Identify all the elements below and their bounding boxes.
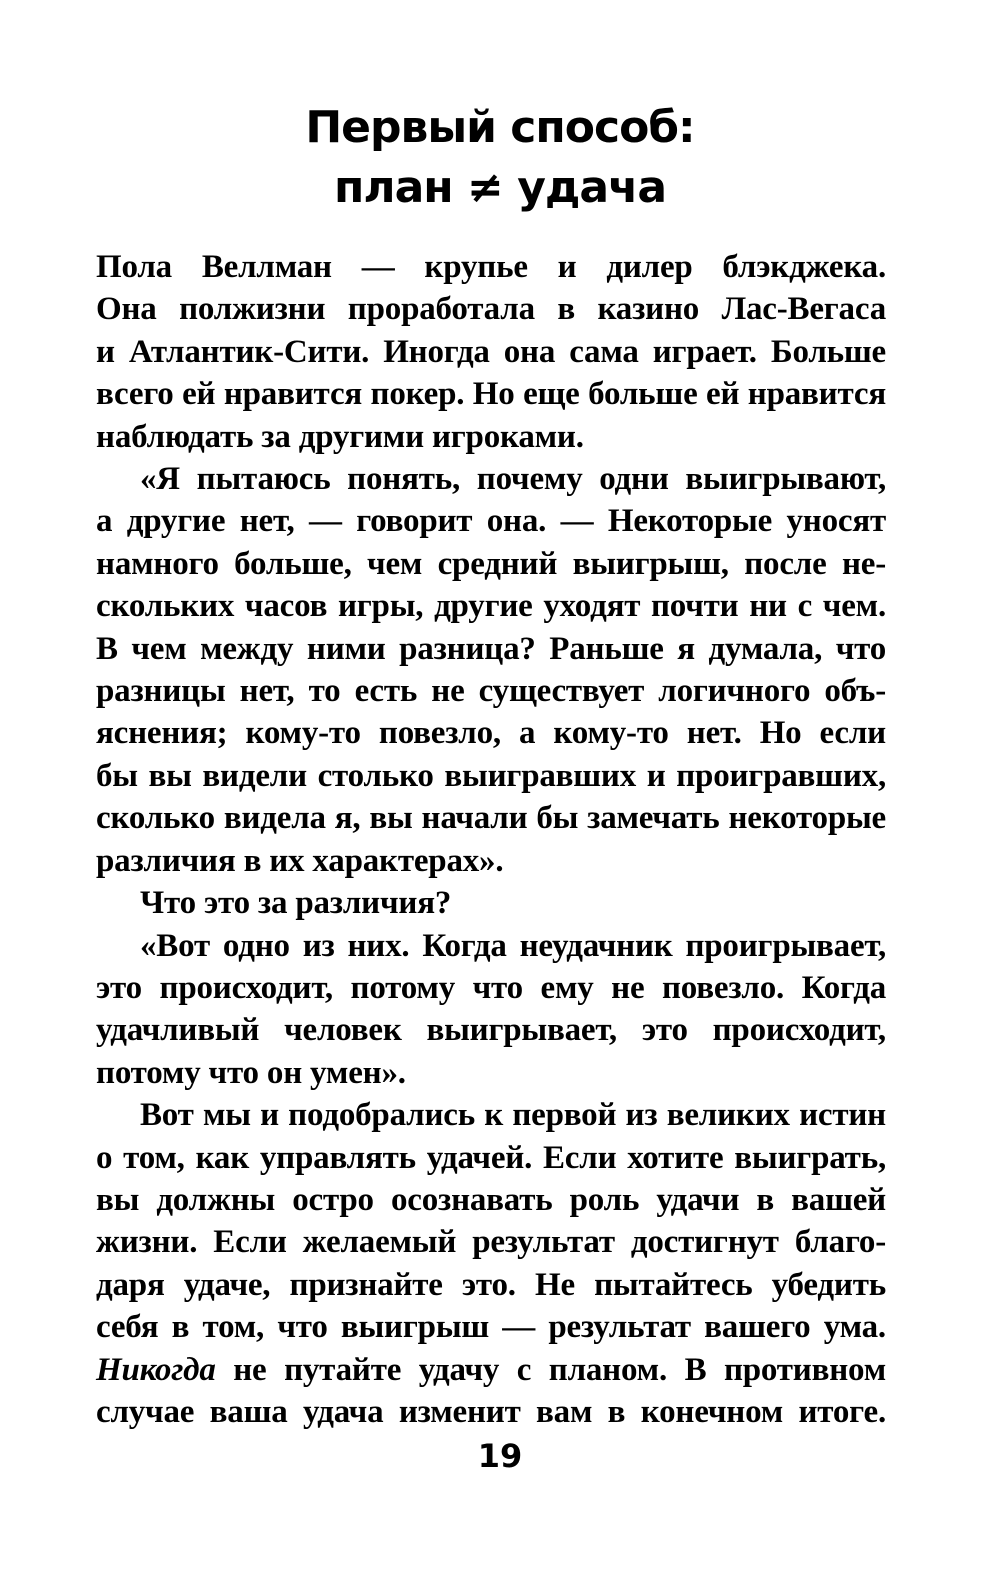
text-line: а другие нет, — говорит она. — Некоторые уносят — [96, 503, 886, 540]
page-number: 19 — [477, 1437, 523, 1475]
paragraph-2 — [96, 458, 886, 882]
chapter-heading-line-2: план ≠ удача — [333, 162, 667, 213]
text-line: всего ей нравится покер. Но еще больше ей нравится — [96, 376, 886, 413]
text-line: разницы нет, то есть не существует логичного объ- — [96, 673, 886, 710]
paragraph-3 — [96, 882, 886, 924]
text-line: даря удаче, признайте это. Не пытайтесь убедить — [96, 1266, 886, 1303]
text-line: потому что он умен». — [96, 1054, 406, 1091]
text-line: жизни. Если желаемый результат достигнут благо- — [96, 1224, 886, 1261]
text-line: Что это за различия? — [140, 885, 452, 922]
body-text — [96, 246, 886, 1433]
text-line: Вот мы и подобрались к первой из великих истин — [140, 1097, 886, 1134]
text-line: удачливый человек выигрывает, это происходит, — [96, 1012, 886, 1049]
text-line: намного больше, чем средний выигрыш, после не- — [96, 545, 886, 582]
text-line: и Атлантик-Сити. Иногда она сама играет. Больше — [96, 333, 886, 370]
text-segment: не путайте удачу с планом. В противном — [215, 1351, 886, 1388]
paragraph-5 — [96, 1094, 886, 1433]
text-line: Она полжизни проработала в казино Лас-Вегаса — [96, 291, 886, 328]
text-line: «Я пытаюсь понять, почему одни выигрывают, — [140, 461, 886, 498]
text-line: вы должны остро осознавать роль удачи в вашей — [96, 1181, 886, 1218]
text-line: Пола Веллман — крупье и дилер блэкджека. — [96, 249, 886, 285]
text-line: различия в их характерах». — [96, 842, 504, 879]
text-line: скольких часов игры, другие уходят почти ни с чем. — [96, 588, 886, 625]
text-line: сколько видела я, вы начали бы замечать некоторые — [96, 800, 886, 837]
text-line: случае ваша удача изменит вам в конечном итоге. — [96, 1393, 886, 1430]
paragraph-4 — [96, 925, 886, 1095]
chapter-heading — [0, 98, 1000, 218]
paragraph-1 — [96, 246, 886, 458]
text-line: яснения; кому-то повезло, а кому-то нет. Но если — [96, 715, 886, 752]
text-line: себя в том, что выигрыш — результат вашего ума. — [96, 1309, 886, 1346]
text-line — [96, 1349, 886, 1391]
text-line: бы вы видели столько выигравших и проигравших, — [96, 757, 886, 794]
text-line: наблюдать за другими игроками. — [96, 418, 584, 455]
text-line: это происходит, потому что ему не повезло. Когда — [96, 969, 886, 1006]
emphasis-word: Никогда — [96, 1351, 216, 1388]
text-line: В чем между ними разница? Раньше я думала, что — [96, 630, 886, 667]
text-line: о том, как управлять удачей. Если хотите выиграть, — [96, 1139, 886, 1176]
chapter-heading-line-1: Первый способ: — [305, 102, 695, 153]
text-line: «Вот одно из них. Когда неудачник проигрывает, — [140, 927, 886, 964]
